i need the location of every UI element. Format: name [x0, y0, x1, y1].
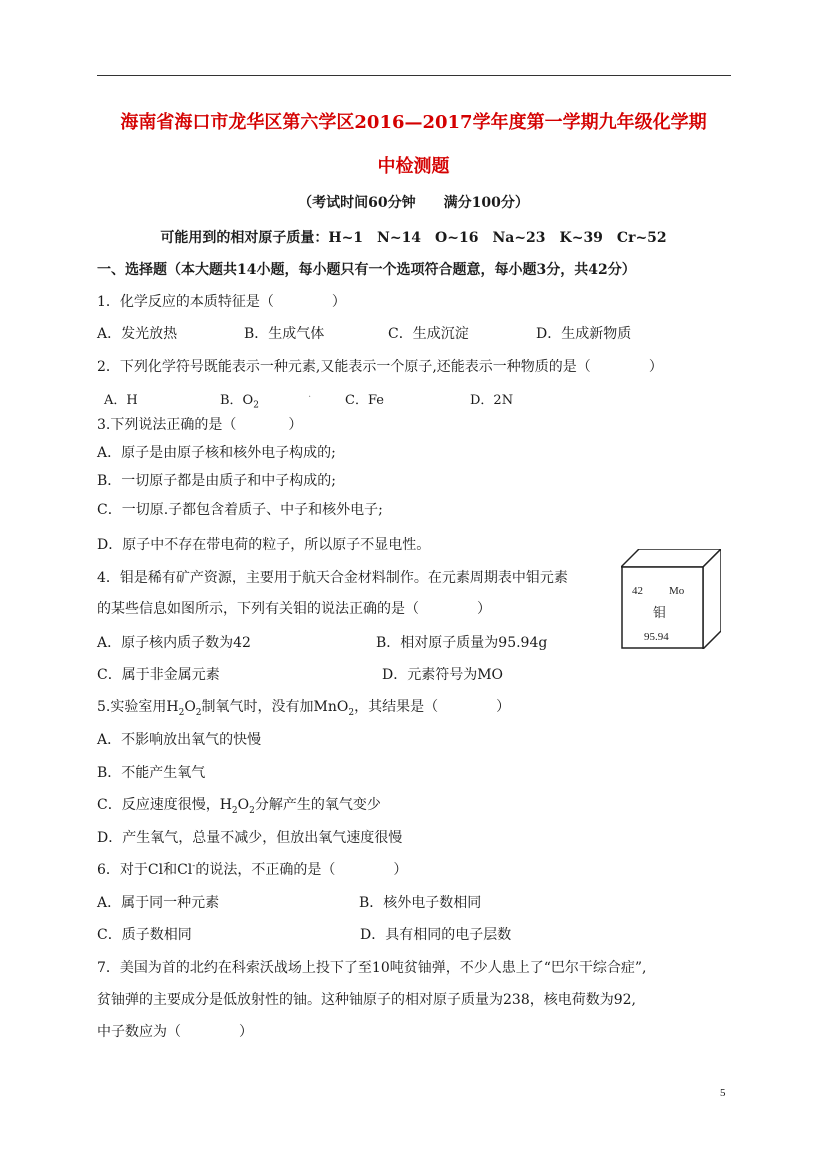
element-symbol: Mo — [669, 585, 685, 597]
q4-option-b: B．相对原子质量为95.94g — [376, 635, 548, 651]
q6-stem-part2: 的说法，不正确的是（ — [195, 862, 336, 878]
q6-stem-part1: 6．对于Cl和Cl — [97, 862, 193, 878]
q6-close: ） — [393, 862, 408, 878]
q3-stem — [97, 414, 302, 434]
q5-option-a: A．不影响放出氧气的快慢 — [97, 732, 262, 748]
q3-option-a: A．原子是由原子核和核外电子构成的; — [97, 445, 336, 461]
element-cell-figure — [621, 549, 721, 649]
page-number: 5 — [720, 1087, 726, 1099]
q2-stem — [97, 356, 663, 376]
q2-option-c: C．Fe — [345, 393, 384, 408]
q6-option-b: B．核外电子数相同 — [359, 895, 482, 911]
element-mass: 95.94 — [644, 631, 669, 643]
q2-stray-dot: . — [308, 389, 312, 400]
q5-option-c-part3: 分解产生的氧气变少 — [254, 797, 381, 813]
exam-title-line2: 中检测题 — [377, 156, 450, 177]
q5-option-c-part1: C．反应速度很慢，H — [97, 797, 232, 813]
q5-stem-part3: 制氧气时，没有加MnO — [201, 699, 349, 715]
q1-option-b: B．生成气体 — [244, 326, 325, 342]
element-cell-svg — [621, 549, 721, 649]
header-rule — [97, 75, 731, 76]
q5-option-c-sub1: 2 — [231, 805, 238, 816]
q1-option-a: A．发光放热 — [97, 326, 178, 342]
q7-line1: 7．美国为首的北约在科索沃战场上投下了至10吨贫铀弹，不少人患上了“巴尔干综合症”, — [97, 960, 647, 976]
q7-line3 — [97, 1021, 253, 1041]
q2-option-b — [220, 389, 259, 411]
q4-stem-line1: 4．钼是稀有矿产资源，主要用于航天合金材料制作。在元素周期表中钼元素 — [97, 570, 568, 586]
q4-close: ） — [477, 601, 491, 617]
q5-stem-part4: ，其结果是（ — [354, 699, 439, 715]
q4-option-c: C．属于非金属元素 — [97, 667, 220, 683]
q2-option-d: D．2N — [470, 393, 514, 408]
q5-stem-part1: 5.实验室用H — [97, 699, 179, 715]
exam-info: （考试时间60分钟 满分100分） — [298, 195, 529, 211]
q5-option-c-part2: O — [237, 797, 250, 813]
atomic-masses: 可能用到的相对原子质量：H~1 N~14 O~16 Na~23 K~39 Cr~52 — [160, 230, 667, 246]
q6-stem — [97, 859, 407, 879]
q7-close: ） — [239, 1024, 253, 1040]
q6-option-c: C．质子数相同 — [97, 927, 192, 943]
q1-stem-text: 1．化学反应的本质特征是（ — [97, 294, 274, 310]
q5-stem-part2: O — [184, 699, 196, 715]
q2-option-a: A．H — [104, 393, 138, 408]
q5-sub1: 2 — [178, 707, 185, 718]
q4-stem-line2 — [97, 598, 491, 618]
q7-line2: 贫铀弹的主要成分是低放射性的铀。这种铀原子的相对原子质量为238，核电荷数为92, — [97, 992, 636, 1008]
cube-side-face — [703, 549, 721, 649]
q5-stem — [97, 696, 510, 718]
q5-sub3: 2 — [348, 707, 355, 718]
q7-line3-text: 中子数应为（ — [97, 1024, 181, 1040]
element-name: 钼 — [653, 606, 667, 621]
q1-stem — [97, 291, 346, 311]
q2-stem-text: 2．下列化学符号既能表示一种元素,又能表示一个原子,还能表示一种物质的是（ — [97, 359, 591, 375]
q4-stem-text: 的某些信息如图所示，下列有关钼的说法正确的是（ — [97, 601, 419, 617]
q5-option-c — [97, 794, 381, 816]
q5-sub2: 2 — [195, 707, 202, 718]
q6-option-d: D．具有相同的电子层数 — [360, 927, 512, 943]
q5-option-c-sub2: 2 — [249, 805, 255, 816]
element-atomic-number: 42 — [632, 585, 643, 597]
q2-option-b-text: B．O — [220, 393, 254, 408]
q3-option-b: B．一切原子都是由质子和中子构成的; — [97, 473, 337, 489]
q3-close: ） — [288, 417, 303, 433]
exam-title-line1: 海南省海口市龙华区第六学区2016—2017学年度第一学期九年级化学期 — [120, 112, 707, 133]
q5-option-b: B．不能产生氧气 — [97, 765, 206, 781]
q3-option-d: D．原子中不存在带电荷的粒子，所以原子不显电性。 — [97, 537, 431, 553]
q5-option-d: D．产生氧气，总量不减少，但放出氧气速度很慢 — [97, 830, 403, 846]
q6-option-a: A．属于同一种元素 — [97, 895, 220, 911]
q5-close: ） — [496, 699, 511, 715]
q1-option-d: D．生成新物质 — [536, 326, 632, 342]
section-heading: 一、选择题（本大题共14小题，每小题只有一个选项符合题意，每小题3分，共42分） — [97, 262, 636, 278]
q4-option-a: A．原子核内质子数为42 — [97, 635, 251, 651]
q2-option-b-sub: 2 — [253, 400, 259, 411]
q1-option-c: C．生成沉淀 — [388, 326, 469, 342]
q3-stem-text: 3.下列说法正确的是（ — [97, 417, 237, 433]
q1-close: ） — [331, 294, 346, 310]
q6-sup: - — [192, 861, 196, 872]
q3-option-c: C．一切原.子都包含着质子、中子和核外电子; — [97, 502, 383, 518]
q4-option-d: D．元素符号为MO — [382, 667, 504, 683]
q2-close: ） — [648, 359, 663, 375]
